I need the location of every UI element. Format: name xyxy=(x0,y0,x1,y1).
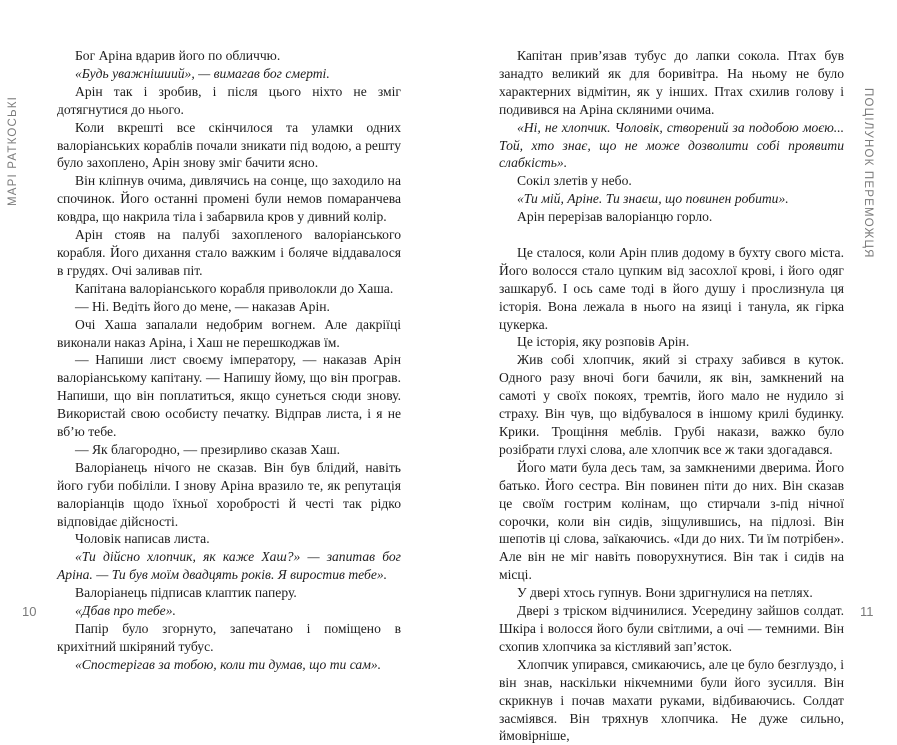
paragraph: У двері хтось гупнув. Вони здригнулися на петлях. xyxy=(517,585,813,601)
paragraph: Жив собі хлопчик, який зі страху забився в куток. Одного разу вночі боги бачили, як він, замкнений на самоті у своїх покоях, тремтів, його мало не нудило зі страху. Він чув, що відбувалося в іншому крилі будинку. Крики. Трощіння меблів. Грубі накази, важко було розібрати глухі слова, але хлопчик все ж таки здогадався. xyxy=(499,352,844,457)
paragraph: Це історія, яку розповів Арін. xyxy=(517,334,690,350)
paragraph: «Будь уважнішиий», — вимагав бог смерті. xyxy=(75,65,330,81)
paragraph: Арін стояв на палубі захопленого валоріанського корабля. Його дихання стало важким і боляче віддавалося в грудях. Очі заливав піт. xyxy=(57,227,401,278)
paragraph: — Ні. Ведіть його до мене, — наказав Арін. xyxy=(75,298,330,314)
paragraph: «Ти мій, Аріне. Ти знаєш, що повинен робити». xyxy=(517,191,789,207)
left-page-number: 10 xyxy=(22,604,37,619)
paragraph: Капітан прив’язав тубус до лапки сокола. Птах був занадто великий як для боривітра. На ньому не було характерних відмітин, як у інших. Птах схилив голову і подивився на Аріна скляними очима. xyxy=(499,48,844,117)
paragraph: Арін перерізав валоріанцю горло. xyxy=(517,209,713,225)
left-page-body xyxy=(57,47,401,674)
paragraph: «Спостерігав за тобою, коли ти думав, що ти сам». xyxy=(75,656,382,672)
paragraph: Чоловік написав листа. xyxy=(75,531,210,547)
paragraph: Валоріанець нічого не сказав. Він був блідий, навіть його губи побіліли. І знову Аріна вразило те, як репутація валоріанців щодо їхньої хоробрості й честі так рідко відповідає дійсності. xyxy=(57,459,401,529)
paragraph: Коли вкрешті все скінчилося та уламки одних валоріанських кораблів почали зникати під водою, а решту було захоплено, Арін знову зміг бачити ясно. xyxy=(57,119,401,171)
paragraph: Валоріанець підписав клаптик паперу. xyxy=(75,585,297,601)
paragraph: — Напиши лист своєму імператору, — наказав Арін валоріанському капітану. — Напишу йому, що він програв. Напиши, що він поплатиться, якщо сунеться сюди знову. Використай свою особисту печатку. Відправ листа, і я не вб’ю тебе. xyxy=(57,352,401,440)
paragraph: Його мати була десь там, за замкненими дверима. Його батько. Його сестра. Він повинен піти до них. Він сказав це своїм гострим колінам, що стирчали з-під нічної сорочки, коли він сидів, зіщулившись, на підлозі. Він шепотів ці слова, заїкаючись. «Іди до них. Ти їм потрібен». Але він не міг навіть поворухнутися. Він так і сидів на місці. xyxy=(499,459,844,583)
paragraph: Арін так і зробив, і після цього ніхто не зміг дотягнутися до нього. xyxy=(57,83,401,117)
left-page xyxy=(0,0,448,672)
paragraph: Він кліпнув очима, дивлячись на сонце, що заходило на спочинок. Його останні промені були немов помаранчева ковдра, що накрила тіла і забарвила кров у дивний колір. xyxy=(57,173,401,225)
paragraph: Двері з тріском відчинилися. Усередину зайшов солдат. Шкіра і волосся його були світлими, а очі — темними. Він схопив хлопчика за кістлявий зап’ясток. xyxy=(499,603,844,654)
paragraph: Очі Хаша запалали недобрим вогнем. Але дакріїці виконали наказ Аріна, і Хаш не перешкоджав їм. xyxy=(57,316,401,350)
paragraph: Папір було згорнуто, запечатано і поміщено в крихітний шкіряний тубус. xyxy=(57,621,401,654)
right-page-number: 11 xyxy=(860,604,874,619)
title-running-head: ПОЦІЛУНОК ПЕРЕМОЖЦЯ xyxy=(862,88,874,259)
paragraph: «Ти дійсно хлопчик, як каже Хаш?» — запитав бог Аріна. — Ти був моїм двадцять років. Я виростив тебе». xyxy=(57,549,401,583)
author-running-head: МАРІ РАТКОСЬКІ xyxy=(7,95,19,206)
paragraph: «Ні, не хлопчик. Чоловік, створений за подобою моєю... Той, хто знає, що не може дозволити собі проявити слабкість». xyxy=(499,119,844,171)
right-page xyxy=(448,0,897,744)
paragraph: Хлопчик упирався, смикаючись, але це було безглуздо, і він знав, наскільки нікчемними були його зусилля. Він скрикнув і почав махати руками, відбиваючись. Солдат засміявся. Він тряхнув хлопчика. Не дуже сильно, ймовірніше, xyxy=(499,656,844,744)
paragraph: Це сталося, коли Арін плив додому в бухту свого міста. Його волосся стало цупким від засохлої крові, і його одяг зашкаруб. І ось саме тоді в його душу і прослизнула ця історія. Вона лежала в нього на язиці і танула, як гірка цукерка. xyxy=(499,244,844,332)
paragraph: — Як благородно, — презирливо сказав Хаш. xyxy=(75,441,340,457)
paragraph: Капітана валоріанського корабля приволокли до Хаша. xyxy=(75,280,394,296)
paragraph: Сокіл злетів у небо. xyxy=(517,173,632,189)
paragraph: «Дбав про тебе». xyxy=(75,603,176,619)
right-page-body xyxy=(499,47,844,745)
paragraph: Бог Аріна вдарив його по обличчю. xyxy=(75,48,281,63)
